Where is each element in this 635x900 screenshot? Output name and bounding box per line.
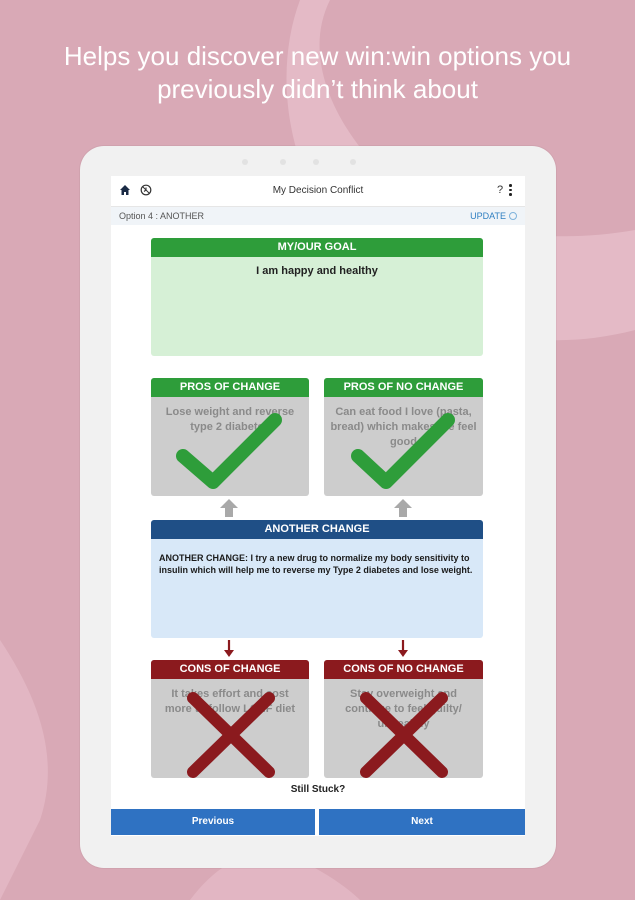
tablet-frame	[80, 146, 556, 868]
pros-of-no-change-text: Can eat food I love (pasta, bread) which makes me feel good	[330, 406, 477, 448]
another-change-header: ANOTHER CHANGE	[151, 520, 483, 539]
app-bar	[111, 176, 525, 206]
down-arrow-icon	[223, 640, 235, 658]
goal-header: MY/OUR GOAL	[151, 238, 483, 257]
app-title: My Decision Conflict	[272, 185, 364, 196]
tablet-sensor-dot	[280, 159, 286, 165]
cons-of-no-change-header: CONS OF NO CHANGE	[324, 660, 483, 679]
pros-of-change-card[interactable]	[151, 378, 309, 496]
pros-of-change-header: PROS OF CHANGE	[151, 378, 309, 397]
headline-line-1: Helps you discover new win:win options you	[63, 41, 572, 71]
tablet-camera	[313, 159, 319, 165]
checkmark-icon	[151, 378, 309, 496]
down-arrow-icon	[397, 640, 409, 658]
headline-line-2: previously didn’t think about	[157, 74, 478, 104]
another-change-card[interactable]	[151, 520, 483, 638]
kebab-menu-icon[interactable]	[509, 184, 513, 198]
help-button[interactable]: ?	[497, 184, 504, 196]
option-bar	[111, 206, 525, 225]
tablet-sensor-dot	[242, 159, 248, 165]
checkmark-icon	[324, 378, 483, 496]
goal-card[interactable]	[151, 238, 483, 356]
goal-text: I am happy and healthy	[256, 265, 378, 277]
cross-icon	[151, 660, 309, 778]
up-arrow-icon	[392, 498, 414, 518]
another-change-text: ANOTHER CHANGE: I try a new drug to normalize my body sensitivity to insulin which will help me to reverse my Type 2 diabetes and lose weight.	[159, 553, 473, 575]
still-stuck-link[interactable]: Still Stuck?	[290, 784, 346, 795]
cons-of-change-header: CONS OF CHANGE	[151, 660, 309, 679]
pros-of-no-change-card[interactable]	[324, 378, 483, 496]
update-label: UPDATE	[470, 211, 506, 221]
cons-of-no-change-card[interactable]	[324, 660, 483, 778]
app-screen	[111, 176, 525, 836]
update-button[interactable]	[470, 211, 517, 221]
info-icon	[509, 212, 517, 220]
pros-of-change-text: Lose weight and reverse type 2 diabetes	[165, 406, 295, 433]
tablet-sensor-dot	[350, 159, 356, 165]
up-arrow-icon	[218, 498, 240, 518]
pros-of-no-change-header: PROS OF NO CHANGE	[324, 378, 483, 397]
next-button[interactable]: Next	[319, 809, 525, 835]
cons-of-no-change-text: Stay overweight and continue to feel guilty/ unhealthy	[345, 688, 462, 730]
cons-of-change-card[interactable]	[151, 660, 309, 778]
previous-button[interactable]: Previous	[111, 809, 315, 835]
option-label: Option 4 : ANOTHER	[119, 211, 205, 221]
cons-of-change-text: It takes effort and cost more to follow LCHF diet	[164, 688, 296, 715]
promo-headline	[0, 40, 635, 106]
cross-icon	[324, 660, 483, 778]
